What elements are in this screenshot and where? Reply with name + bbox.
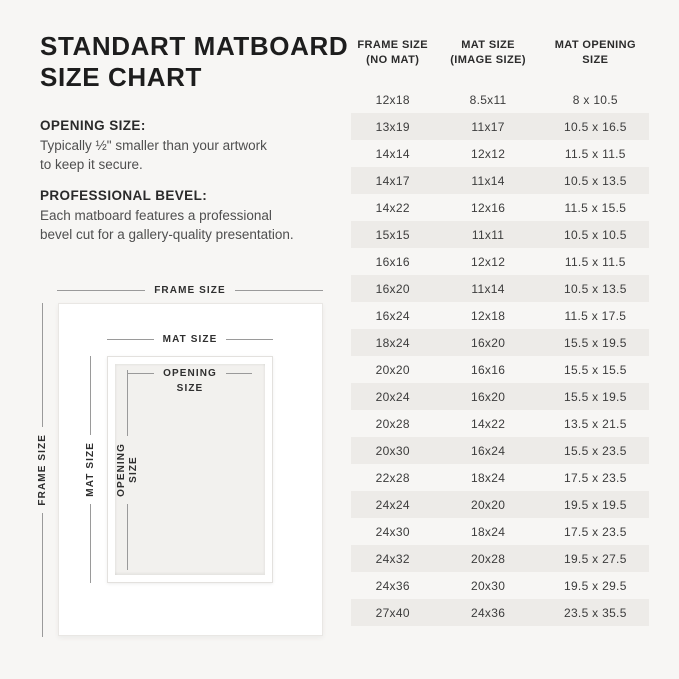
frame-size-left-label-text: FRAME SIZE [36,434,48,506]
mat-opening-size-cell: 10.5 x 10.5 [563,227,627,242]
mat-opening-size-cell: 15.5 x 19.5 [563,335,627,350]
table-row [351,572,649,599]
table-row [351,302,649,329]
table-row [351,410,649,437]
frame-size-cell: 24x32 [375,551,410,566]
opening-size-left-label-text [116,443,139,497]
mat-size-cell: 11x11 [471,227,505,242]
mat-size-cell: 11x14 [471,281,505,296]
table-row [351,545,649,572]
frame-size-cell: 24x24 [375,497,410,512]
opening-size-vrule-bottom [127,504,128,570]
frame-size-top-label-text: FRAME SIZE [154,285,226,296]
mat-size-cell: 24x36 [470,605,506,620]
frame-size-cell: 16x20 [375,281,410,296]
header-frame-size [351,38,434,68]
opening-size-body-line2: to keep it secure. [40,156,143,172]
frame-size-cell: 20x30 [375,443,410,458]
frame-size-cell: 14x22 [375,200,410,215]
page-title-line2: SIZE CHART [40,61,202,92]
table-row [351,167,649,194]
mat-size-cell: 8.5x11 [469,92,507,107]
mat-size-vrule-bottom [90,504,91,583]
frame-size-cell: 24x36 [375,578,410,593]
frame-size-cell: 14x17 [375,173,410,188]
frame-size-cell: 14x14 [375,146,410,161]
frame-size-left-rule [57,290,145,291]
mat-size-top-label-text: MAT SIZE [162,334,218,345]
mat-opening-size-cell: 17.5 x 23.5 [563,524,627,539]
table-row [351,86,649,113]
mat-size-cell: 12x18 [470,308,506,323]
header-mat-opening-size-line1: MAT OPENING [554,39,636,51]
opening-size-left-label [112,370,142,570]
mat-size-cell: 12x12 [470,146,506,161]
table-row [351,356,649,383]
frame-size-cell: 24x30 [375,524,410,539]
mat-opening-size-cell: 13.5 x 21.5 [563,416,627,431]
header-frame-size-line2: (NO MAT) [366,53,420,66]
mat-size-top-label [107,334,273,345]
header-mat-size-line2: (IMAGE SIZE) [450,53,526,66]
mat-size-cell: 14x22 [470,416,506,431]
table-row [351,113,649,140]
opening-size-body-line1: Typically ½" smaller than your artwork [40,138,267,153]
frame-size-vrule-bottom [42,513,43,637]
frame-size-cell: 16x24 [375,308,410,323]
professional-bevel-body-line1: Each matboard features a professional [40,208,272,223]
mat-opening-size-cell: 17.5 x 23.5 [563,470,627,485]
mat-size-cell: 16x16 [470,362,506,377]
opening-size-right-rule [226,373,252,374]
table-row [351,275,649,302]
mat-opening-size-cell: 15.5 x 19.5 [563,389,627,404]
frame-size-cell: 18x24 [375,335,410,350]
mat-size-cell: 18x24 [470,524,506,539]
professional-bevel-heading: PROFESSIONAL BEVEL: [40,188,208,203]
mat-size-vrule-top [90,356,91,435]
mat-opening-size-cell: 10.5 x 13.5 [563,281,627,296]
frame-size-top-label [57,285,323,296]
mat-size-left-label-text: MAT SIZE [84,442,96,497]
mat-size-cell: 11x17 [471,119,505,134]
mat-size-cell: 20x28 [470,551,506,566]
mat-opening-size-cell: 15.5 x 15.5 [563,362,627,377]
opening-size-top-label-line2: SIZE [176,383,204,394]
mat-opening-size-cell: 11.5 x 11.5 [564,254,626,269]
mat-opening-size-cell: 8 x 10.5 [572,92,618,107]
mat-size-cell: 12x12 [470,254,506,269]
mat-size-cell: 20x20 [470,497,506,512]
header-mat-size-line1: MAT SIZE [461,39,515,51]
frame-size-cell: 20x20 [375,362,410,377]
frame-size-cell: 16x16 [375,254,410,269]
mat-size-right-rule [226,339,273,340]
mat-size-cell: 18x24 [470,470,506,485]
table-row [351,518,649,545]
mat-opening-size-cell: 11.5 x 17.5 [564,308,627,323]
professional-bevel-body-line2: bevel cut for a gallery-quality presentation. [40,226,294,242]
header-mat-opening-size [542,38,649,68]
size-table [351,86,649,626]
mat-opening-size-cell: 19.5 x 27.5 [563,551,627,566]
opening-size-heading: OPENING SIZE: [40,118,146,133]
mat-opening-size-cell: 10.5 x 13.5 [563,173,627,188]
professional-bevel-section [40,188,350,245]
frame-size-cell: 13x19 [375,119,410,134]
mat-opening-size-cell: 10.5 x 16.5 [563,119,627,134]
mat-opening-size-cell: 15.5 x 23.5 [563,443,627,458]
frame-size-vrule-top [42,303,43,427]
mat-size-cell: 16x20 [470,335,506,350]
frame-size-cell: 12x18 [375,92,410,107]
table-row [351,464,649,491]
mat-size-cell: 20x30 [470,578,506,593]
table-row [351,194,649,221]
table-row [351,437,649,464]
mat-opening-size-cell: 11.5 x 11.5 [564,146,626,161]
page-title [40,31,348,92]
opening-size-left-label-line1: OPENING [115,443,127,497]
opening-size-top-label-text: OPENING [163,368,217,379]
table-row [351,599,649,626]
frame-size-left-label [35,303,49,637]
frame-size-cell: 15x15 [375,227,410,242]
size-table-header [351,38,649,68]
table-row [351,221,649,248]
mat-opening-size-cell: 23.5 x 35.5 [563,605,627,620]
table-row [351,383,649,410]
opening-size-section [40,118,350,175]
frame-size-cell: 22x28 [375,470,410,485]
table-row [351,140,649,167]
opening-size-top-label [128,368,252,379]
table-row [351,248,649,275]
mat-size-left-label [83,356,97,583]
frame-size-cell: 20x28 [375,416,410,431]
table-row [351,491,649,518]
mat-size-cell: 16x24 [470,443,506,458]
table-row [351,329,649,356]
page-title-line1: STANDART MATBOARD [40,31,349,61]
mat-opening-size-cell: 19.5 x 19.5 [563,497,627,512]
header-frame-size-line1: FRAME SIZE [357,39,429,51]
mat-opening-size-cell: 19.5 x 29.5 [563,578,627,593]
frame-size-cell: 27x40 [375,605,410,620]
frame-size-right-rule [235,290,323,291]
opening-size-vrule-top [127,370,128,436]
mat-size-left-rule [107,339,154,340]
mat-size-cell: 16x20 [470,389,506,404]
mat-size-cell: 11x14 [471,173,505,188]
opening-size-left-label-line2: SIZE [127,456,139,484]
frame-size-cell: 20x24 [375,389,410,404]
header-mat-size [434,38,541,68]
mat-opening-size-cell: 11.5 x 15.5 [564,200,627,215]
header-mat-opening-size-line2: SIZE [582,53,609,66]
mat-size-cell: 12x16 [470,200,506,215]
